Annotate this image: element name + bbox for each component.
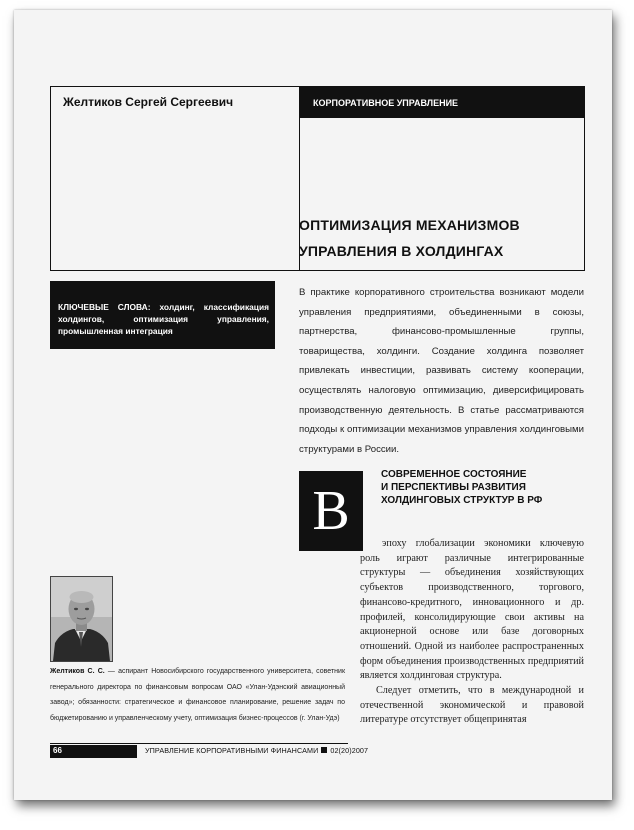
section-heading-line-1: СОВРЕМЕННОЕ СОСТОЯНИЕ (381, 469, 527, 480)
author-name: Желтиков Сергей Сергеевич (63, 95, 234, 109)
section-heading (381, 468, 591, 507)
article-title-line-2: УПРАВЛЕНИЯ В ХОЛДИНГАХ (299, 243, 504, 259)
section-heading-line-3: ХОЛДИНГОВЫХ СТРУКТУР В РФ (381, 495, 543, 506)
author-bio-name: Желтиков С. С. (50, 668, 105, 675)
header-divider-horizontal (299, 117, 584, 118)
article-title-line-1: ОПТИМИЗАЦИЯ МЕХАНИЗМОВ (299, 217, 520, 233)
abstract: В практике корпоративного строительства возникают модели управления предприятиями, объединенными в союзы, партнерства, финансово-промышленные группы, товарищества, холдинги. Создание холдинга позволяет привлекать инвестиции, развивать систему кооперации, осуществлять налоговую оптимизацию, диверсифицировать производственную деятельность. В статье рассматриваются подходы к оптимизации механизмов управления холдинговыми структурами в России. (299, 287, 584, 455)
author-bio (50, 664, 345, 726)
article-title (299, 212, 579, 264)
author-bio-text: — аспирант Новосибирского государственного университета, советник генерального директора по финансовым вопросам ОАО «Улан-Удэнский авиационный завод»; обязанности: стратегическое и финансовое планирование, решение задач по бюджетированию и управленческому учету, оптимизация бизнес-процессов (г. Улан-Удэ) (50, 668, 346, 722)
section-tag: КОРПОРАТИВНОЕ УПРАВЛЕНИЕ (299, 87, 584, 117)
footer-rule (50, 743, 348, 744)
article-header (50, 86, 585, 271)
page-number: 66 (50, 745, 137, 758)
body-paragraph-2: Следует отметить, что в международной и отечественной экономической и правовой литературе отсутствует общепринятая (360, 685, 584, 726)
journal-page (14, 10, 612, 800)
drop-cap: В (299, 471, 363, 551)
journal-name: УПРАВЛЕНИЕ КОРПОРАТИВНЫМИ ФИНАНСАМИ (145, 746, 319, 755)
author-photo (50, 576, 113, 662)
body-text (360, 537, 584, 728)
separator-square-icon (321, 747, 327, 753)
body-paragraph-1: эпоху глобализации экономики ключевую роль играют различные интегрированные структуры — объединения хозяйствующих субъектов производственного, торгового, финансово-кредитного, инновационного и др. профилей, консолидирующие свои активы на акционерной основе или базе договорных отношений. Одной из наиболее распространенных форм объединения производственных предприятий является холдинговая структура. (360, 538, 584, 682)
footer-journal (145, 746, 368, 755)
section-heading-line-2: И ПЕРСПЕКТИВЫ РАЗВИТИЯ (381, 482, 526, 493)
keywords-box: КЛЮЧЕВЫЕ СЛОВА: холдинг, классификация холдингов, оптимизация управления, промышленная интеграция (50, 281, 275, 349)
author-portrait-icon (51, 577, 112, 661)
issue-number: 02(20)2007 (330, 746, 369, 755)
